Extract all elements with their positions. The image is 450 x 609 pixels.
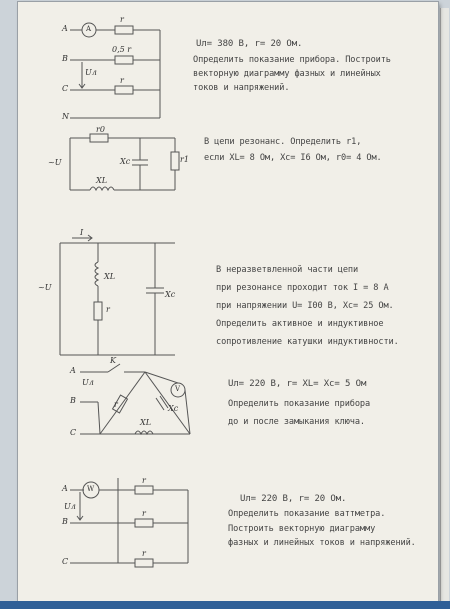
resistor-r-a [115,26,133,34]
r-label-5a: r [142,476,146,485]
voltmeter-label: V [175,385,181,393]
r-label-5c: r [142,549,146,558]
line-voltage-label-5: Uл [64,502,76,511]
resistor-coil-r [94,302,102,320]
xc-label-2: Xc [120,157,131,166]
resistor-r-b [135,519,153,527]
inductor-coil-xl [95,262,98,286]
problem-1-given: Uл= 380 В, r= 20 Ом. [196,39,303,49]
current-i-label: I [80,228,84,237]
terminal-a-label: A [62,24,68,33]
terminal-b-label-4: B [70,396,76,405]
terminal-c-label-4: C [70,428,77,437]
terminal-n-label: N [62,112,69,121]
terminal-b-label-5: B [62,517,68,526]
problem-3-line-4: Определить активное и индуктивное [216,319,384,329]
r-label-4: r [114,400,118,409]
resistor-r-c-label: r [120,76,124,85]
source-u-label-3: ~U [38,283,52,292]
problem-5-line-1: Определить показание ваттметра. [228,509,386,519]
problem-5-line-2: Построить векторную диаграмму [228,524,376,534]
problem-3-line-5: сопротивление катушки индуктивности. [216,337,399,347]
problem-4-line-2: до и после замыкания ключа. [228,417,365,427]
xc-label-3: Xc [165,290,176,299]
terminal-b-label: B [62,54,68,63]
xc-label-4: Xc [168,404,179,413]
problem-4-line-1: Определить показание прибора [228,399,371,409]
resistor-r-a [135,486,153,494]
problem-1-line-3: токов и напряжений. [193,83,290,93]
terminal-c-label-5: C [62,557,69,566]
key-k-label: K [110,356,116,365]
circuit-3 [60,235,175,355]
resistor-r-c [135,559,153,567]
terminal-c-label: C [62,84,69,93]
terminal-a-label-5: A [62,484,68,493]
ammeter-label: A [86,25,92,33]
source-u-label-2: ~U [48,158,62,167]
r0-label: r0 [96,125,105,134]
resistor-05r-label: 0,5 r [112,45,132,54]
key-switch [108,364,120,372]
resistor-r-label: r [120,15,124,24]
terminal-a-label-4: A [70,366,76,375]
problem-4-given: Uл= 220 В, r= XL= Xc= 5 Ом [228,379,367,389]
problem-3-line-3: при напряжении U= I00 В, Xc= 25 Ом. [216,301,394,311]
problem-1-line-1: Определить показание прибора. Построить [193,55,391,65]
r-label-5b: r [142,509,146,518]
problem-3-line-2: при резонансе проходит ток I = 8 А [216,283,389,293]
problem-1-line-2: векторную диаграмму фазных и линейных [193,69,381,79]
line-voltage-label-4: Uл [82,378,94,387]
problem-3-line-1: В неразветвленной части цепи [216,265,359,275]
inductor-xl [90,187,114,190]
resistor-r1 [171,152,179,170]
coil-r-label: r [106,305,110,314]
resistor-r0 [90,134,108,142]
resistor-r-c [115,86,133,94]
r1-label: r1 [180,155,189,164]
line-voltage-label: Uл [85,68,97,77]
xl-label-2: XL [96,176,108,185]
problem-2-line-1: В цепи резонанс. Определить r1, [204,137,362,147]
resistor-05r [115,56,133,64]
circuit-1 [70,23,160,118]
problem-5-line-3: фазных и линейных токов и напряжений. [228,538,416,548]
problem-2-line-2: если XL= 8 Ом, Xc= I6 Ом, r0= 4 Ом. [204,153,382,163]
xl-label-4: XL [140,418,152,427]
wattmeter-label: W [87,485,95,493]
circuit-4 [80,364,190,434]
coil-xl-label: XL [104,272,116,281]
problem-5-given: Uл= 220 В, r= 20 Ом. [240,494,347,504]
